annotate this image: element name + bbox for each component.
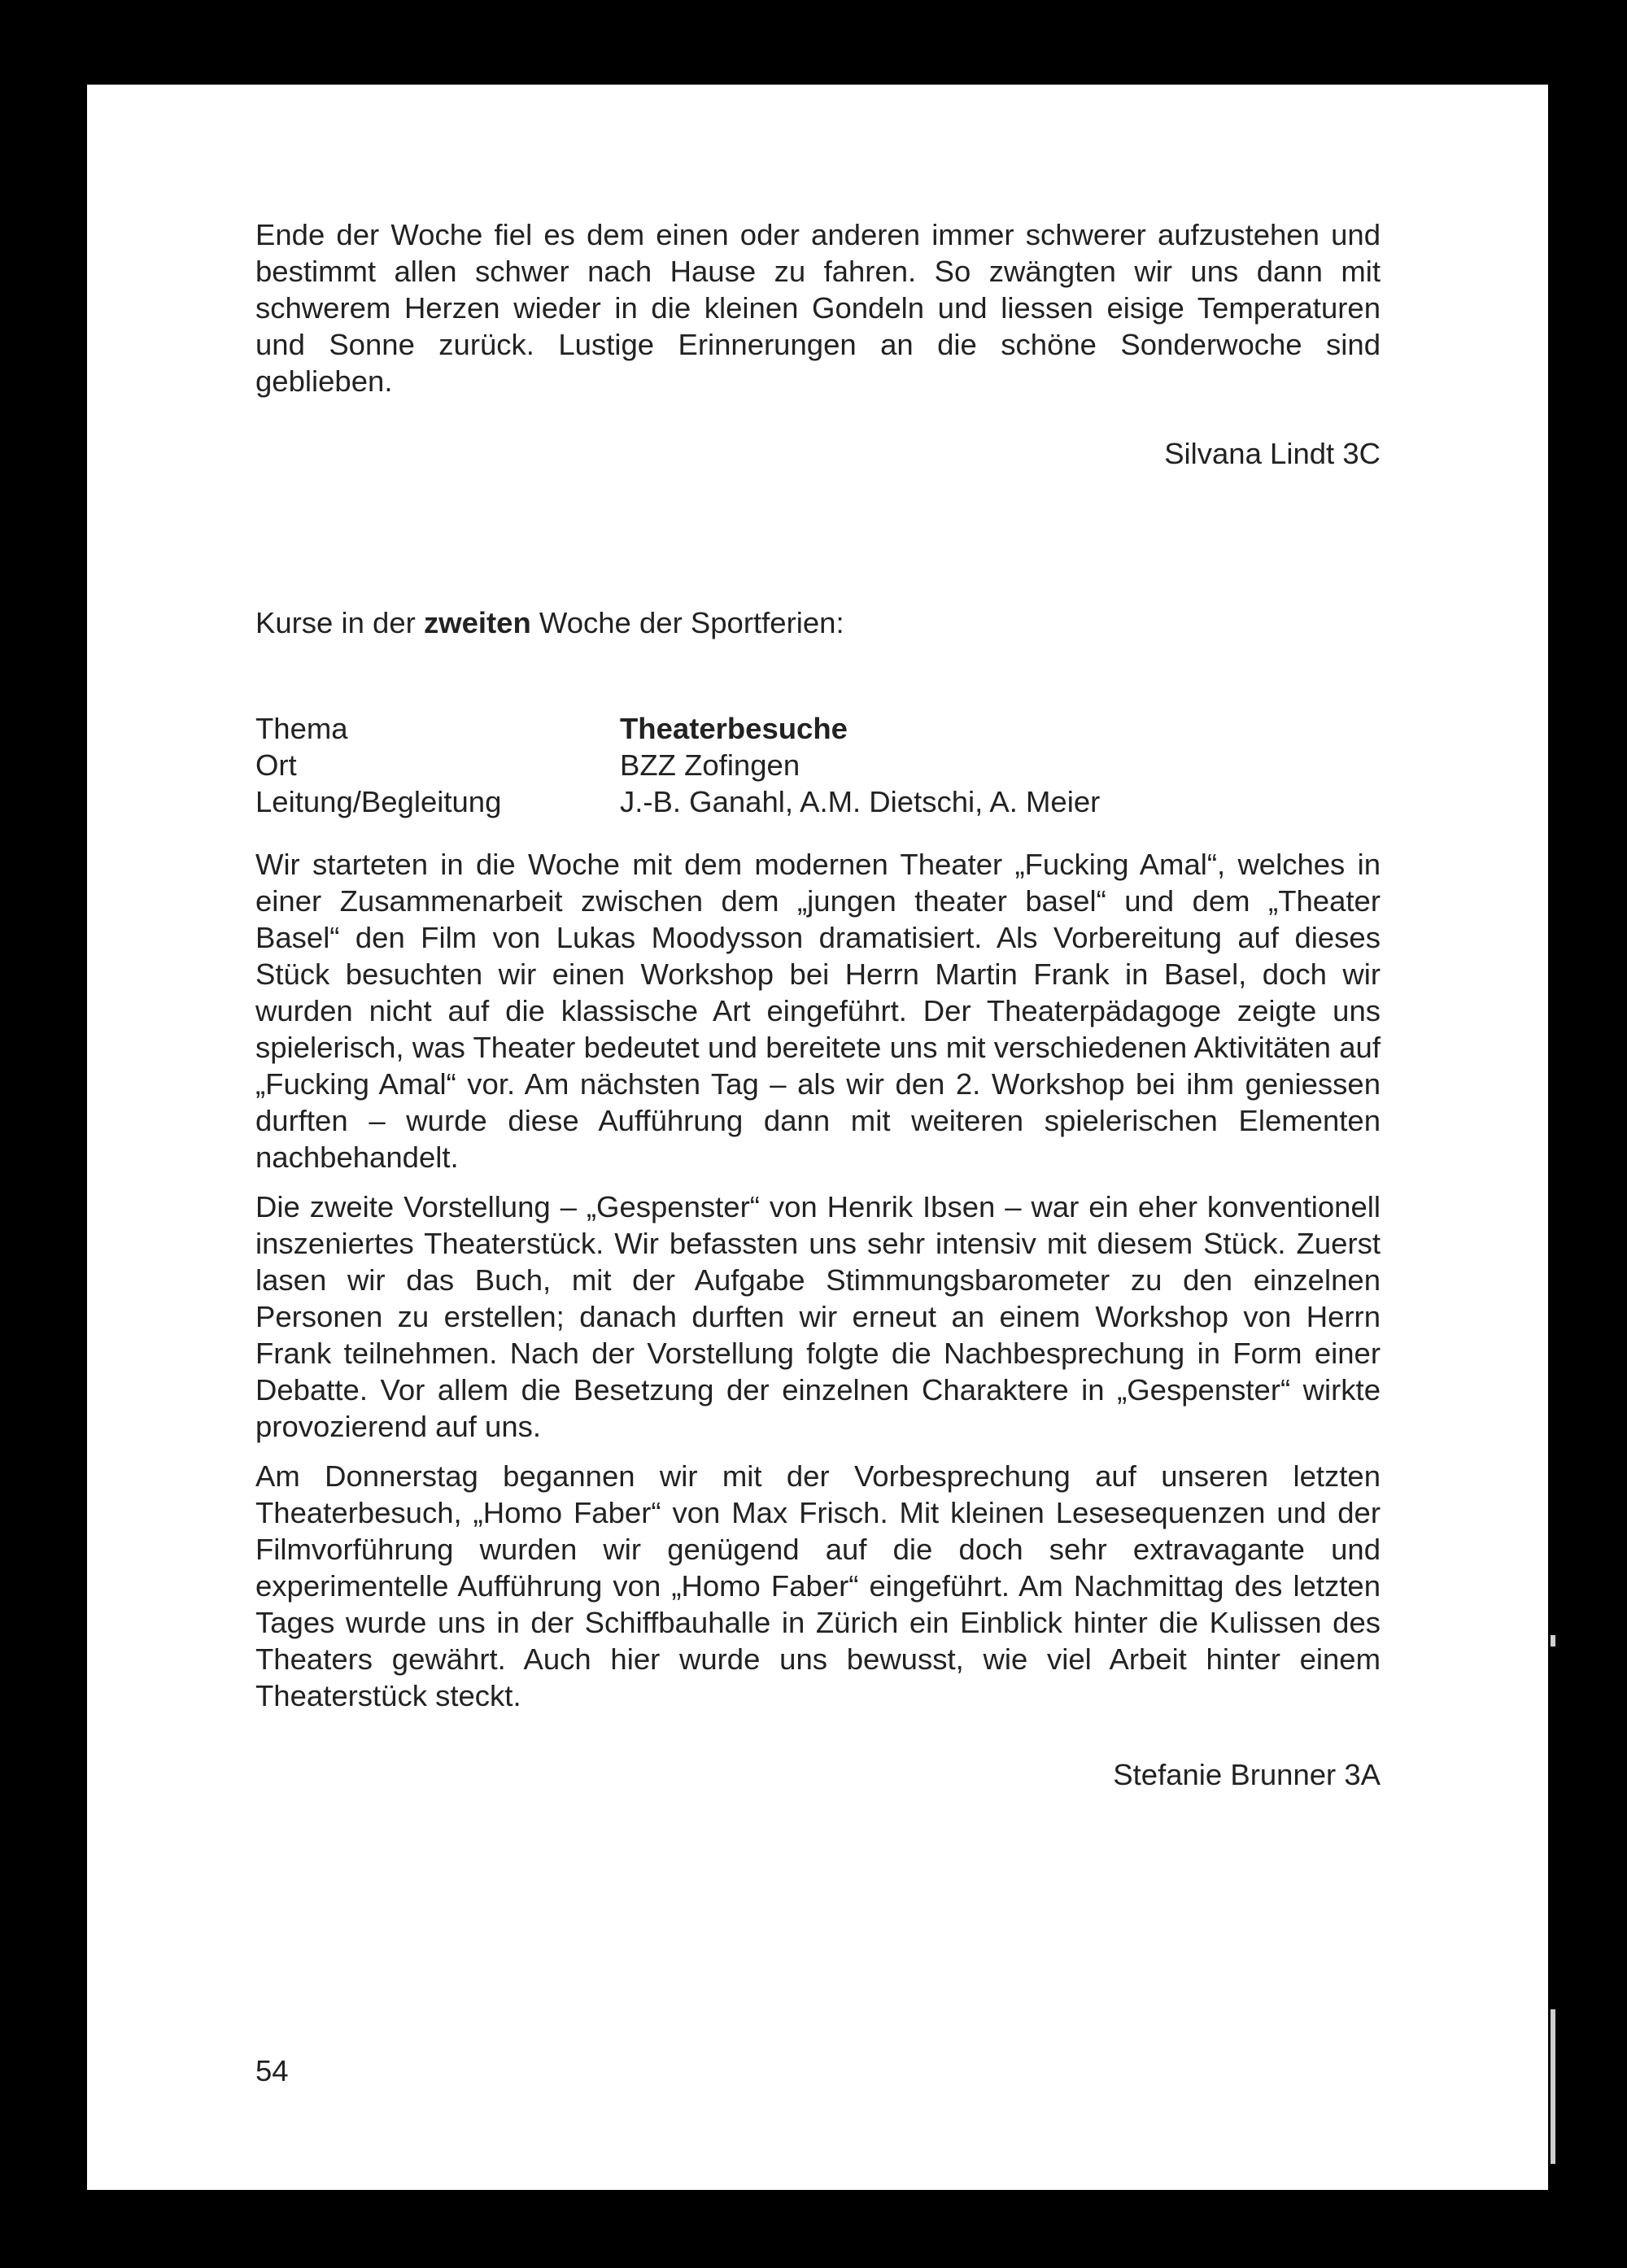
page-content: [255, 216, 1381, 1793]
course-heading-suffix: Woche der Sportferien:: [530, 606, 844, 639]
course-heading-bold: zweiten: [423, 606, 531, 639]
paragraph-gespenster: Die zweite Vorstellung – „Gespenster“ von Henrik Ibsen – war ein eher konventionell inszeniertes Theaterstück. Wir befassten uns sehr intensiv mit diesem Stück. Zuerst lasen wir das Buch, mit der Aufgabe Stimmungsbarometer zu den einzelnen Personen zu erstellen; danach durften wir erneut an einem Workshop von Herrn Frank teilnehmen. Nach der Vorstellung folgte die Nachbesprechung in Form einer Debatte. Vor allem die Besetzung der einzelnen Charaktere in „Gespenster“ wirkte provozierend auf uns.: [255, 1190, 1381, 1443]
leitung-label: Leitung/Begleitung: [255, 785, 502, 818]
paragraph-fucking-amal: Wir starteten in die Woche mit dem modernen Theater „Fucking Amal“, welches in einer Zusammenarbeit zwischen dem „jungen theater basel“ und dem „Theater Basel“ den Film von Lukas Moodysson dramatisiert. Als Vorbereitung auf dieses Stück besuchten wir einen Workshop bei Herrn Martin Frank in Basel, doch wir wurden nicht auf die klassische Art eingeführt. Der Theaterpädagoge zeigte uns spielerisch, was Theater bedeutet und bereitete uns mit verschiedenen Aktivitäten auf „Fucking Amal“ vor. Am nächsten Tag – als wir den 2. Workshop bei ihm geniessen durften – wurde diese Aufführung dann mit weiteren spielerischen Elementen nachbehandelt.: [255, 848, 1381, 1174]
leitung-value: J.-B. Ganahl, A.M. Dietschi, A. Meier: [620, 785, 1101, 818]
course-heading: [255, 604, 1381, 641]
course-heading-prefix: Kurse in der: [255, 606, 424, 639]
document-page: [87, 85, 1548, 2190]
ort-label: Ort: [255, 748, 297, 782]
scan-edge-mark: [1551, 2009, 1555, 2164]
paragraph-homo-faber: Am Donnerstag begannen wir mit der Vorbesprechung auf unseren letzten Theaterbesuch, „Homo Faber“ von Max Frisch. Mit kleinen Lesesequenzen und der Filmvorführung wurden wir genügend auf die doch sehr extravagante und experimentelle Aufführung von „Homo Faber“ eingeführt. Am Nachmittag des letzten Tages wurde uns in der Schiffbauhalle in Zürich ein Einblick hinter die Kulissen des Theaters gewährt. Auch hier wurde uns bewusst, wie viel Arbeit hinter einem Theaterstück steckt.: [255, 1459, 1381, 1712]
ort-value: BZZ Zofingen: [620, 748, 800, 782]
scan-edge-mark: [1551, 1635, 1555, 1646]
intro-paragraph: Ende der Woche fiel es dem einen oder anderen immer schwerer aufzustehen und bestimmt allen schwer nach Hause zu fahren. So zwängten wir uns dann mit schwerem Herzen wieder in die kleinen Gondeln und liessen eisige Temperaturen und Sonne zurück. Lustige Erinnerungen an die schöne Sonderwoche sind geblieben.: [255, 218, 1381, 398]
thema-value: Theaterbesuche: [620, 712, 848, 745]
signature-stefanie: Stefanie Brunner 3A: [1113, 1758, 1381, 1791]
page-number: 54: [255, 2054, 289, 2087]
course-info-table: [255, 710, 1381, 820]
signature-silvana: Silvana Lindt 3C: [1164, 437, 1381, 470]
thema-label: Thema: [255, 712, 348, 745]
